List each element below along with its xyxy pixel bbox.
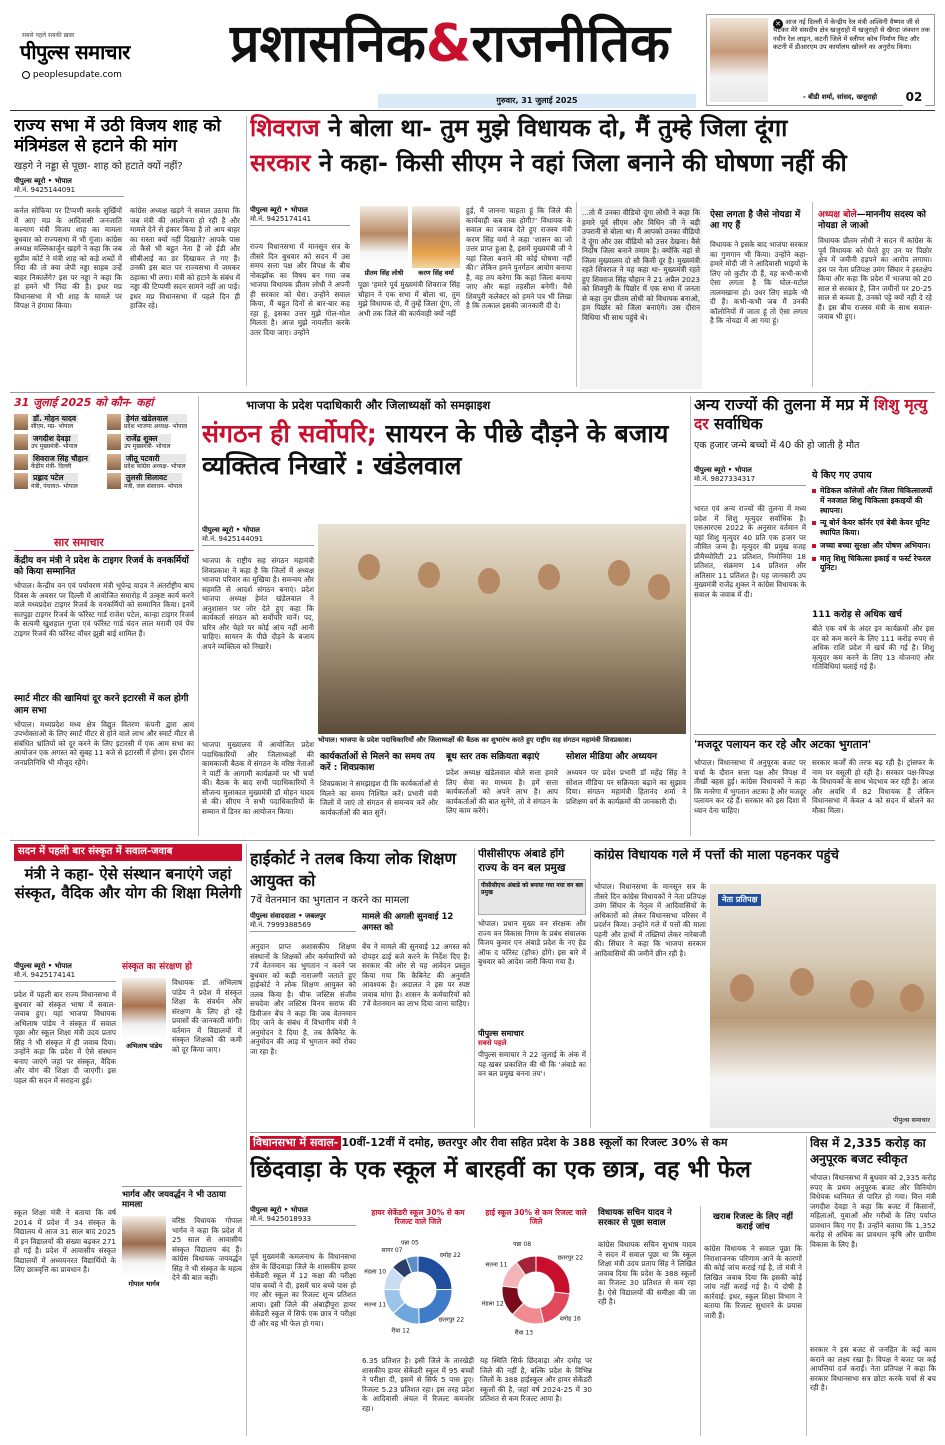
story-col-1: प्रदेश में पहली बार राज्य विधानसभा में बुधवार को संस्कृत भाषा में सवाल-जवाब हुए। यहां भाजपा विधायक अभिलाष पांडेय ने संस्कृत में सवाल पूछा और स्कूल शिक्षा मंत्री उदय प्रताप सिंह ने भी संस्कृत में ही जवाब दिया। उन्होंने कहा कि प्रदेश में ऐसे संस्थान बनाए जाएंगे जहां पर संस्कृत, वैदिक और योग की शिक्षा दी जाएगी। इस पहल की सदन में सराहना हुई। [14,990,116,1085]
person-avatar [107,414,121,430]
byline-mobile: मो.नं. 9425018933 [250,1214,312,1223]
saar-item2-head: स्मार्ट मीटर की खामियां दूर करने इटारसी में कल होगी आम सभा [14,694,189,716]
story-col-1: भोपाल। विधानसभा में बुधवार को 2,335 करोड़ रुपए के प्रथम अनुपूरक बजट और विनियोग विधेयक ध्वनिमत से पारित हो गया। वित्त मंत्री जगदीश देवड़ा ने कहा कि बजट में किसानों, महिलाओं, युवाओं और गरीबों के लिए पर्याप्त प्रावधान किए गए हैं। उन्होंने बताया कि 1,352 करोड़ से अधिक का प्रावधान कृषि और ग्रामीण विकास के लिए है। [810,1173,936,1249]
side-list [812,486,934,606]
person-avatar [14,434,28,450]
headline [202,418,686,481]
story-col-1: भोपाल। प्रधान मुख्य वन संरक्षक और राज्य वन विकास निगम के प्रबंध संचालक विजय कुमार एन अंबाडे प्रदेश के नए हेड ऑफ द फॉरेस्ट (हॉफ) होंगे। इस बारे में बुधवार को आदेश जारी किया गया है। [478,919,586,967]
story-col-1: भारत एवं अन्य राज्यों की तुलना में मध्य प्रदेश में शिशु मृत्युदर सर्वाधिक है। एसआरएस 2022 के अनुसार वर्तमान में यहां शिशु मृत्युदर 40 प्रति एक हजार पर जीवित जन्म है। मृत्युदर की प्रमुख वजह प्रीमैच्योरिटी 21 प्रतिशत, निमोनिया 18 प्रतिशत, संक्रमण 14 प्रतिशत और अतिसार 11 प्रतिशत है। यह जानकारी उप मुख्यमंत्री राजेंद्र शुक्ल ने कांग्रेस विधायक के सवाल के जवाब में दी। [694,504,806,599]
page-number: 02 [903,90,925,106]
headline: पीसीसीएफ अंबाडे होंगे राज्य के वन बल प्रमुख [478,848,566,874]
quote-box [706,14,935,106]
quote-icon: ✕ [773,19,783,29]
slice-label: सतना 11 [485,1261,508,1269]
brand-logo: पीपुल्स समाचार [20,40,130,64]
byline-source: पीपुल्स ब्यूरो • भोपाल [14,177,72,186]
person-place: प्रदेश भाजपा अध्यक्ष- भोपाल [124,423,188,431]
person-avatar [107,473,121,489]
side2-head: खराब रिजल्ट के लिए नहीं कराई जांच [713,1212,793,1233]
photo-label: नेता प्रतिपक्ष [718,894,761,906]
byline [250,1206,356,1226]
story-school-results [250,1136,802,1436]
person-name: प्रह्लाद पटेल [31,473,78,482]
headline-keyword-2: सरकार [250,148,311,177]
byline-mobile: मो.नं. 9827334317 [694,474,756,483]
byline-mobile: मो.नं. 7999388569 [250,920,312,929]
headline: छिंदवाड़ा के एक स्कूल में बारहवीं का एक छात्र, वह भी फेल [250,1156,751,1183]
side-text: विधायक डॉ. अभिलाष पांडेय ने प्रदेश में संस्कृत शिक्षा के संवर्धन और संरक्षण के लिए हो रहे प्रयासों की जानकारी मांगी। वर्तमान में विद्यालयों में संस्कृत शिक्षकों की कमी को दूर किया जाए। [172,978,242,1054]
kaun-kahan-person [14,414,101,431]
col6-head-keyword: अध्यक्ष बोले [818,210,857,220]
byline-mobile: मो.नं. 9425174141 [250,214,312,223]
person-place: केंद्रीय मंत्री- दिल्ली [31,462,72,470]
side-list-item: जच्चा बच्चा सुरक्षा और पोषण अभियान। [812,541,934,551]
person-name: डॉ. मोहन यादव [33,413,77,423]
headline-red: शिशु मृत्यु दर [694,396,928,434]
person-avatar [107,454,121,470]
subhead: 7वें वेतनमान का भुगतान न करने का मामला [250,895,409,907]
side2-text: वरिष्ठ विधायक गोपाल भार्गव ने कहा कि प्रदेश में 25 साल से आवासीय संस्कृत विद्यालय बंद हैं। कांग्रेस विधायक जयवर्द्धन सिंह ने भी संस्कृत के महत्व देने की बात कही। [172,1216,242,1282]
byline-mobile: मो.नं. 9425144091 [14,186,76,195]
byline [694,466,806,486]
slice-label: रीवा 13 [514,1329,534,1337]
person-place: मंत्री, जल संसाधन- भोपाल [124,482,183,490]
person-name: राजेंद्र शुक्ल [124,434,171,443]
pie-slice-दमोह [418,1256,452,1290]
story-col-1: पूर्व मुख्यमंत्री कमलनाथ के विधानसभा क्षेत्र के छिंदवाड़ा जिले के शासकीय हायर सेकेंडरी स्कूल में 12 कक्षा की परीक्षा पांच बच्चों ने दी, इसमें चार बच्चे पास हो गए और स्कूल का रिजल्ट शून्य प्रतिशत आया। इसी जिले की अंबाड़ीपुरा हायर सेकेंडरी स्कूल में सिर्फ एक छात्र ने परीक्षा दी और वह भी फेल हो गया। [250,1252,356,1328]
protest-photo [710,884,936,1128]
slice-label: सागर 07 [381,1247,403,1255]
side-head: विधायक सचिन यादव ने सरकार से पूछा सवाल [598,1208,672,1229]
quote-author: - बीडी शर्मा, सांसद, खजुराहो [803,93,878,101]
byline-source: पीपुल्स ब्यूरो • भोपाल [202,526,260,534]
headline: राज्य सभा में उठी विजय शाह को मंत्रिमंडल से हटाने की मांग [14,116,221,157]
subhead: खड़गे ने नड्डा से पूछा- शाह को हटाते क्यों नहीं? [14,160,183,172]
story-col-2: कांग्रेस अध्यक्ष खड़गे ने सवाल उठाया कि जब मंत्री की आलोचना हो रही है और मामले देने से इंकार किया है तो आप बाहर का रास्ता क्यों नहीं दिखाते? आपके पास तो कैसे भी बहुत नेता हैं जो ईडी और सीबीआई का डर दिखाकर ले गए हैं। उनकी इस बात पर राज्यसभा में जमकर ठहाका भी लगा। मंत्री को हटाने के संबंध में नड्डा की टिप्पणी सदन सामने नहीं आ पाई। इधर मप्र विधानसभा में पहले दिन ही हाजिर रहे। [130,206,240,310]
sub1-head: कार्यकर्ताओं से मिलने का समय तय करें : शिवप्रकाश [320,752,435,773]
masthead [0,0,945,110]
person-name: जीतू पटवारी [124,454,186,463]
kaun-kahan-person [107,454,194,471]
headline-rest-1: ने बोला था- तुम मुझे विधायक दो, मैं तुम्हे जिला दूंगा [328,114,788,142]
tagline: सबसे पहले सबकी ख़बर [22,32,75,39]
kaun-kahan-person [107,414,194,431]
col6-head-rest: —माननीय सदस्य को नोयडा ले जाओ [818,210,926,231]
headline-red: संगठन ही सर्वोपरि; [202,419,377,449]
person-name: हेमंत खंडेलवाल [124,414,187,423]
story-col-1: अनुदान प्राप्त अशासकीय शिक्षण संस्थानों के शिक्षकों और कर्मचारियों को 7वें वेतनमान का भुगतान न करने पर बुधवार को कड़ी नाराजगी जताते हुए हाईकोर्ट ने लोक शिक्षण आयुक्त को तलब किया है। चीफ जस्टिस संजीव सचदेवा और जस्टिस विनय सराफ की डिवीजन बेंच ने कहा कि जब वेतनमान दिए जाने के संबंध में विभागीय मंत्री ने अनुमोदन दे दिया है, तब कैबिनेट के अनुमोदन की आड़ में भुगतान क्यों रोका जा रहा है। [250,942,356,1056]
byline-mobile: मो.नं. 9425174141 [14,970,76,979]
side-list-item: मेडिकल कॉलेजों और जिला चिकित्सालयों में नवजात शिशु चिकित्सा इकाइयों की स्थापना। [812,486,934,515]
byline [250,912,356,932]
saar-samachar [14,536,194,831]
photo-gopal-bhargav [122,1216,166,1278]
person-name: जगदीश देवड़ा [31,434,78,443]
caption-1: अभिलाष पांडेय [126,1042,162,1050]
story-col-2: सरकार ने इस बजट से जनहित के कई काम कराने का लक्ष्य रखा है। विपक्ष ने बजट पर कई आपत्तियां दर्ज कराईं। नेता प्रतिपक्ष ने कहा कि सरकार विधानसभा सत्र छोटा करके चर्चा से बच रही है। [810,1345,936,1393]
person-avatar [14,414,28,430]
person-name: शिवराज सिंह चौहान [33,453,88,463]
side-head: संस्कृत का संरक्षण हो [122,962,193,972]
story-col-6: विधायक प्रीतम लोधी ने सदन में कांग्रेस के पूर्व विधायक को घेरते हुए उन पर पिछोर क्षेत्र में जमीनी हड़पने का आरोप लगाया। इस पर नेता प्रतिपक्ष उमंग सिंघार ने हस्तक्षेप किया और कहा कि प्रदेश में भाजपा को 20 साल से सरकार है, जिन जमीनों पर 20-25 साल से कब्जा है, उनको पट्टे क्यों नहीं दे रहे हैं। इस बीच राजस्व मंत्री के साथ सवाल-जवाब भी हुए। [818,236,932,321]
story-col-3: हुई, मैं जानना चाहता हूं कि जिले की कार्यवाही कब तक होगी?' विधायक के सवाल का जवाब देते हुए राजस्व मंत्री करण सिंह वर्मा ने कहा 'शासन का जो उत्तर प्राप्त हुआ है, इसमें मुख्यमंत्री जी ने यहां जिला बनाने की कोई घोषणा नहीं की।' लेकिन हमने पुनर्गठन आयोग बनाया है, वह तय करेगा कि कहां जिला बनाया जाए और कहां तहसील बनेगी। वैसे शिवपुरी कलेक्टर को हमने पत्र भी लिखा है कि तत्काल इसकी जानकारी दी दे। [466,206,572,310]
story-infant-mortality [694,396,936,836]
saar-item2-text: भोपाल। मध्यप्रदेश मध्य क्षेत्र विद्युत वितरण कंपनी द्वारा आम उपभोक्ताओं के लिए स्मार्ट मीटर से होने वाले लाभ और स्मार्ट मीटर से संबंधित भ्रांतियों को दूर करने के लिए इटारसी में एक आम सभा का आयोजन एक अगस्त को सुबह 11 बजे से इटारसी में होगा। इस दौरान जनप्रतिनिधि भी मौजूद रहेंगे। [14,719,194,767]
website [22,70,122,81]
headline-keyword-1: शिवराज [250,114,320,142]
story-high-court [250,848,470,1128]
photo-caption: भोपाल। भाजपा के प्रदेश पदाधिकारियों और जिलाध्यक्षों की बैठक का शुभारंभ करते हुए राष्ट्रीय सह संगठन महामंत्री शिवप्रकाश। [318,736,632,744]
section-title [230,14,670,74]
headline-rest: सायरन के पीछे दौड़ने के बजाय व्यक्तित्व निखारें : खंडेलवाल [202,419,669,480]
caption-right: करण सिंह वर्मा [418,269,454,277]
date-bar [378,94,696,108]
brand-small: पीपुल्स समाचार [478,1029,524,1039]
slice-label: मंडला 12 [481,1300,504,1308]
bullet-icon [812,544,816,548]
kaun-kahan-person [14,454,101,471]
byline [14,177,124,197]
story-col-3: यह स्थिति सिर्फ छिंदवाड़ा और दमोह पर जिले की नहीं है, बल्कि प्रदेश के विभिन्न जिलों के 388 हाईस्कूल और हायर सेकेंडरी स्कूलों की है, जहां वर्ष 2024-25 में 30 प्रतिशत से कम रिजल्ट आया है। [480,1356,592,1403]
issue-date: गुरुवार, 31 जुलाई 2025 [496,96,578,105]
slice-label: दमोह 16 [559,1315,581,1323]
headline: कांग्रेस विधायक गले में पत्तों की माला पहनकर पहुंचे [594,848,839,863]
box-text: बीते एक वर्ष के अंदर इन कार्यक्रमों और इस दर को कम करने के लिए 111 करोड़ रुपए से अधिक राशि प्रदेश में खर्च की गई है। शिशु मृत्युदर कम करने के लिए 13 योजनाएं और गतिविधियां चलाई गई हैं। [812,624,934,671]
story-pccf [478,848,586,1128]
section-title-part2: राजनीतिक [471,14,670,74]
chart-hss [362,1208,474,1348]
bullet-icon [812,489,816,493]
byline [250,206,350,226]
kicker [250,1136,802,1150]
headline: मंत्री ने कहा- ऐसे संस्थान बनाएंगे जहां संस्कृत, वैदिक और योग की शिक्षा मिलेगी [14,864,242,902]
story-col-2: बेंच ने मामले की सुनवाई 12 अगस्त को दोपहर ढाई बजे करने के निर्देश दिए हैं। सरकार की ओर से यह आवेदन प्रस्तुत किया गया कि कैबिनेट की अनुमति आवश्यक है। अदालत ने इस पर स्पष्ट जवाब मांगा है। शासन के कर्मचारियों को 7वें वेतनमान का लाभ दिया जाना चाहिए। [362,942,470,1008]
story-shivraj [250,114,935,389]
kaun-kahan-person [107,473,194,490]
sub1-text: शिवप्रकाश ने समझाइश दी कि कार्यकर्ताओं से मिलने का समय निश्चित करें। प्रभारी मंत्री जिलों में जाएं तो संगठन से समन्वय करें और कार्यकर्ताओं की बात सुनें। [320,779,438,817]
story-col-2: पूछा 'हमारे पूर्व मुख्यमंत्री शिवराज सिंह चौहान ने एक सभा में बोला था, तुम मुझे विधायक दो, मैं तुम्हें जिला दूंगा, तो अभी तक जिले की कार्यवाही क्यों नहीं [358,280,460,318]
person-name: तुलसी सिलावट [124,473,182,482]
headline: विस में 2,335 करोड़ का अनुपूरक बजट स्वीकृत [810,1136,926,1166]
story-supplementary-budget [810,1136,936,1436]
story-sanskrit [14,844,242,1436]
quote-text: भोपाल। विधानसभा में अनुपूरक बजट पर चर्चा के दौरान सत्ता पक्ष और विपक्ष में तीखी बहस हुई। कांग्रेस विधायकों ने कहा कि मनरेगा में भुगतान अटका है और मजदूर पलायन कर रहे हैं। सरकार को इस दिशा में ध्यान देना चाहिए। [694,758,806,815]
clip-text: पीसीसीएफ अंबाडे को बनाया गया नया वन बल प्रमुख [481,882,583,897]
saar-item1-text: भोपाल। केन्द्रीय वन एवं पर्यावरण मंत्री भूपेन्द्र यादव ने अंतर्राष्ट्रीय बाघ दिवस के अवसर पर दिल्ली में आयोजित समारोह में उत्कृष्ट कार्य करने वाले मध्यप्रदेश टाइगर रिजर्व के वनकर्मियों को सम्मानित किया। इनमें सतपुड़ा टाइगर रिजर्व के फॉरेस्ट गार्ड राजेश पटेल, कान्हा टाइगर रिजर्व के सत्यमी खुशहाल गुप्ता एवं फॉरेस्ट गार्ड चंदन लाल मरावी एवं पेंच टाइगर रिजर्व की फॉरेस्ट वॉचर झुन्नी बाई शामिल हैं। [14,581,194,638]
author-photo [710,18,768,102]
story-col-2: 6.35 प्रतिशत है। इसी जिले के तारखेड़ी शासकीय हायर सेकेंडरी स्कूल में 95 बच्चों ने परीक्षा दी, इसमें से सिर्फ 5 पास हुए। रिजल्ट 5.23 प्रतिशत रहा। इस तरह प्रदेश के आदिवासी अंचल में रिजल्ट कमजोर रहा। [362,1356,474,1413]
story-col-2: पीपुल्स समाचार ने 22 जुलाई के अंक में यह खबर प्रकाशित की थी कि 'अंबाडे का वन बल प्रमुख बनना तय'। [478,1050,586,1079]
chart-hs [480,1208,592,1348]
kaun-kahan-title: 31 जुलाई 2025 को कौन- कहां [14,396,154,409]
bullet-icon [812,557,816,561]
slice-label: पन्ना 05 [400,1239,419,1247]
person-place: मंत्री, पंचायत- भोपाल [31,482,78,490]
side-head: ये किए गए उपाय [812,470,872,481]
slice-label: सतना 11 [364,1301,387,1309]
quote-text: आज नई दिल्ली में केन्द्रीय रेल मंत्री अश्विनी वैष्णव जी से भेंटकर मेरे संसदीय क्षेत्र खजुराहो में खजुराहो से खैरदा जंक्शन तक नवीन रेल लाइन, कटनी जिले में स्लीपर कोच निर्माण फिट और कटनी में डीआरएम उप कार्यालय खोलने का अनुरोध किया। [773,18,930,52]
kicker-label: विधानसभा में सवाल- [250,1136,341,1150]
saar-title: सार समाचार [14,536,194,551]
headline-line2 [250,149,935,178]
sub3-text: अध्ययन पर प्रदेश प्रभारी डॉ महेंद्र सिंह ने सोशल मीडिया पर सक्रियता बढ़ाने का सुझाव दिया। संगठन महामंत्री हितानंद शर्मा ने प्रशिक्षण वर्ग के कार्यक्रमों की जानकारी दी। [566,768,686,806]
banner: सदन में पहली बार संस्कृत में सवाल-जवाब [14,844,242,861]
story-col-1: कर्नल सोफिया पर टिप्पणी करके सुर्खियों में आए मप्र के आदिवासी जनजाति कल्याण मंत्री विजय शाह का मामला बुधवार को राज्यसभा में भी गूंजा। कांग्रेस अध्यक्ष मल्लिकार्जुन खड़गे ने कहा कि जब सुप्रीम कोर्ट ने मंत्री शाह को कड़े शब्दों में निंदा की तो क्या जेपी नड्डा साहब उन्हें बाहर निकालेंगे? इस पर नड्डा ने कहा कि हां हमने भी निंदा की है। इधर मप्र विधानसभा में भी शाह के मामले पर विपक्ष ने हंगामा किया। [14,206,122,310]
headline [694,396,936,435]
story-vijay-shah [14,116,242,386]
story-col-5: विधायक ने इसके बाद भाजपा सरकार का गुणगान भी किया। उन्होंने कहा-हमारे मोदी जी ने आदिवासी भाइयों के लिए जो कुटीर दी हैं, वह कभी-कभी ऐसा लगता है कि घोल-मटोल तालमखाना हो। उधर लिए सड़के भी दी हैं। कभी-कभी जब मैं उनकी कॉलोनियों में जाता हूं तो ऐसा लगता है कि नोयडा में आ गया हूं। [710,240,808,325]
sub2-head: बूथ स्तर तक सक्रियता बढ़ाएं [446,752,540,762]
side2-text: कांग्रेस विधायक ने सवाल पूछा कि निराशाजनक परिणाम आने के कारणों की कोई जांच कराई गई है, तो मंत्री ने लिखित जवाब दिया कि इसकी कोई जांच नहीं कराई गई है। ये दोषी है कार्रवाई: इधर, स्कूल शिक्षा विभाग ने बताया कि रिजल्ट सुधारने के प्रयास जारी हैं। [704,1244,802,1320]
quote-head: 'मजदूर पलायन कर रहे और अटका भुगतान' [694,738,872,751]
caption-left: प्रीतम सिंह लोधी [364,269,404,277]
story-col-2: स्कूल शिक्षा मंत्री ने बताया कि वर्ष 2014 में प्रदेश में 34 संस्कृत के विद्यालय थे आज 31 साल बाद 2025 में इन विद्यालयों की संख्या बढ़कर 271 हो गई है। प्रदेश में आवासीय संस्कृत विद्यालयों में अध्ययनरत विद्यार्थियों के लिए छात्रवृत्ति का प्रावधान है। [14,1208,116,1274]
kicker-rest: 10वीं-12वीं में दमोह, छतरपुर और रीवा सहित प्रदेश के 388 स्कूलों का रिजल्ट 30% से कम [341,1136,728,1149]
person-place: उप मुख्यमंत्री- भोपाल [124,443,171,450]
story-col-1: भाजपा के राष्ट्रीय सह संगठन महामंत्री शिवप्रकाश ने कहा है कि जिलों में अध्यक्ष भाजपा परिवार का मुखिया है। समन्वय और सहमति से आदर्श संगठन बनाएं। प्रदेश भाजपा अध्यक्ष हेमंत खंडेलवाल ने अनुशासन पर जोर देते हुए कहा कि कार्यकर्ता संगठन को सर्वोपरि मानें। पद, चरित्र और चेहरे पर कोई आंच नहीं आनी चाहिए। सायरन के पीछे दौड़ने के बजाय अपने व्यक्तित्व को निखारें। [202,556,314,651]
byline-source: पीपुल्स ब्यूरो • भोपाल [250,206,308,214]
slice-label: पन्ना 08 [513,1241,532,1249]
chart-hs-title: हाई स्कूल 30% से कम रिजल्ट वाले जिले [485,1208,587,1226]
story-col-1: भोपाल। विधानसभा के मानसून सत्र के तीसरे दिन कांग्रेस विधायकों ने नेता प्रतिपक्ष उमंग सिंघार के नेतृत्व में आदिवासियों के अधिकारों को लेकर विधानसभा परिसर में प्रदर्शन किया। उन्होंने गले में पत्तों की माला पहनी और हाथों में तख्तियां लेकर नारेबाजी की। सिंघार ने कहा कि भाजपा सरकार आदिवासियों की जमीनें छीन रही है। [594,882,706,958]
headline-line1 [250,114,935,143]
photo-credit: पीपुल्स समाचार [893,1115,930,1124]
headline-part2: सर्वाधिक [713,415,763,434]
story-sangathan [202,396,686,836]
col6-head [818,210,934,232]
slice-label: दमोह 22 [439,1252,461,1260]
kaun-kahan-person [14,473,101,490]
photo-karan-singh-verma [412,206,460,268]
slice-label: छतरपुर 22 [557,1254,584,1262]
story-col-4: ...तो मैं उनका वीडियो दूंगा लोधी ने कहा कि हमारे पूर्व सीएम और विधिन जी ने बड़ी उपरानी से बोला था। मैं आपको उनका वीडियो दे दूंगा और उस वीडियो को उत्तर देखना। वैसे निर्दोष जिला बनाने तमाम है। क्योंकि वहां से जिला मुख्यालय दो सौ किमी दूर है। मुख्यमंत्री रहते शिवराज ने यह कहा था- मुख्यमंत्री रहते हुए शिवराज सिंह चौहान ने 21 अप्रैल 2023 को शिवपुरी के पिछोर में एक सभा में जनता से कहा तुम प्रीतम लोधी को विधायक बनाओ, हम पिछोर को जिला बनाएंगे। उस दौरान विधिया भी साथ पहुंचे थे। [580,206,702,389]
section-title-amp: & [425,14,472,74]
quote-text-2: सरकार कर्जों की तरफ बढ़ रही है। ट्रांसफर के नाम पर वसूली हो रही है। सरकार पक्ष-विपक्ष के विधायकों के साथ भेदभाव कर रही है। आज और अवधि में 82 विधायक हैं लेकिन विधानसभा में केवल 4 को सदन में बोलने का मौका मिला। [812,758,934,815]
sub3-head: सोशल मीडिया और अध्ययन [566,752,658,762]
person-place: सीएम, मप्र- भोपाल [31,423,74,431]
story-congress-mla [594,848,936,1128]
brand-tagline: सबसे पहले [478,1039,507,1048]
byline-source: पीपुल्स ब्यूरो • भोपाल [14,962,72,970]
globe-icon [22,71,30,79]
slice-label: रीवा 12 [391,1327,410,1335]
person-avatar [14,454,28,470]
side2-head: भार्गव और जयवर्द्धन ने भी उठाया मामला [122,1190,226,1211]
side-list-item: मातृ शिशु चिकित्सा इकाई व फर्स्ट रेफरल यूनिट। [812,554,934,574]
kicker: भाजपा के प्रदेश पदाधिकारी और जिलाध्यक्षों को समझाइश [246,398,491,412]
event-photo [318,524,686,734]
box-head: 111 करोड़ से अधिक खर्च [812,610,902,620]
col5-head: ऐसा लगता है जैसे नोयडा में आ गए हैं [710,210,801,231]
photo-abhilash-pandey [122,978,166,1040]
slice-label: छतरपुर 22 [438,1316,465,1324]
clip-image [478,879,586,915]
bullet-icon [812,521,816,525]
side-text: कांग्रेस विधायक सचिन सुभाष यादव ने सदन में सवाल पूछा था कि स्कूल शिक्षा मंत्री उदय प्रताप सिंह ने लिखित जवाब दिया कि प्रदेश के 388 स्कूलों का रिजल्ट 30 प्रतिशत से कम रहा है। ऐसे विद्यालयों की समीक्षा की जा रही है। [598,1240,696,1306]
byline-source: पीपुल्स ब्यूरो • भोपाल [250,1206,308,1214]
story-col-2: भाजपा मुख्यालय में आयोजित प्रदेश पदाधिकारियों और जिलाध्यक्षों की कामकाजी बैठक में संगठन के वरिष्ठ नेताओं ने पार्टी के आगामी कार्यक्रमों पर भी चर्चा की। बैठक के बाद सभी पदाधिकारियों ने सौजन्य मुलाकात मुख्यमंत्री डॉ मोहन यादव से की। सीएम ने सभी पदाधिकारियों के सम्मान में डिनर का आयोजन किया। [202,740,314,816]
kaun-kahan-grid [14,414,194,491]
story-col-1: राज्य विधानसभा में मानसून सत्र के तीसरे दिन बुधवार को सदन में उस समय सत्ता पक्ष और विपक्ष के बीच नोकझोंक का विषय बन गया जब भाजपा विधायक प्रीतम लोधी ने अपनी ही सरकार को घेरा। उन्होंने सवाल किया, मैं बहुत दिनों से बार-बार कह रहा हूं, इसका उत्तर मुझे गोल-मोल मिलता है। आज मुझे नायलीत करके उतर दिया जाए। उन्होंने [250,242,350,337]
byline-source: पीपुल्स संवाददाता • जबलपुर [250,912,326,920]
subhead: एक हजार जन्मे बच्चों में 40 की हो जाती है मौत [694,439,860,451]
kaun-kahan-person [107,434,194,451]
byline-mobile: मो.नं. 9425144091 [202,534,264,543]
chart-hss-svg [362,1234,474,1346]
pie-slice-छतरपुर [536,1256,570,1294]
website-url: peoplesupdate.com [32,70,122,80]
kaun-kahan-box [14,396,194,532]
headline-rest-2: ने कहा- किसी सीएम ने वहां जिला बनाने की घोषणा नहीं की [318,148,847,177]
person-place: उप मुख्यमंत्री- भोपाल [31,443,78,450]
byline-source: पीपुल्स ब्यूरो • भोपाल [694,466,752,474]
brand-tag [478,1029,586,1048]
saar-item1-head: केंद्रीय वन मंत्री ने प्रदेश के टाइगर रिजर्व के वनकर्मियों को किया सम्मानित [14,555,189,577]
byline [202,526,314,546]
caption-2: गोपाल भार्गव [128,1280,160,1288]
section-title-part1: प्रशासनिक [230,14,426,74]
person-avatar [107,434,121,450]
byline [14,962,116,982]
headline: हाईकोर्ट ने तलब किया लोक शिक्षण आयुक्त को [250,849,457,890]
side-head: मामले की अगली सुनवाई 12 अगस्त को [362,912,454,933]
person-place: प्रदेश कांग्रेस अध्यक्ष- भोपाल [124,462,186,470]
headline-part1: अन्य राज्यों की तुलना में मप्र में [694,396,869,414]
chart-hs-svg [480,1234,592,1346]
kaun-kahan-person [14,434,101,451]
photo-pritam-lodhi [360,206,408,268]
chart-hss-title: हायर सेकेंडरी स्कूल 30% से कम रिजल्ट वाले जिले [371,1208,465,1226]
slice-label: मंडला 10 [364,1268,387,1276]
person-avatar [14,473,28,489]
sub2-text: प्रदेश अध्यक्ष खंडेलवाल बोले सत्ता हमारे लिए सेवा का माध्यम है। हमें सत्ता कार्यकर्ताओं को अपने लाभ है। आप कार्यकर्ताओं की बात सुनेंगे, तो वे संगठन के लिए काम करेंगे। [446,768,558,815]
side-list-item: न्यू बोर्न केयर कॉर्नर एवं बेबी केयर यूनिट स्थापित किया। [812,518,934,538]
